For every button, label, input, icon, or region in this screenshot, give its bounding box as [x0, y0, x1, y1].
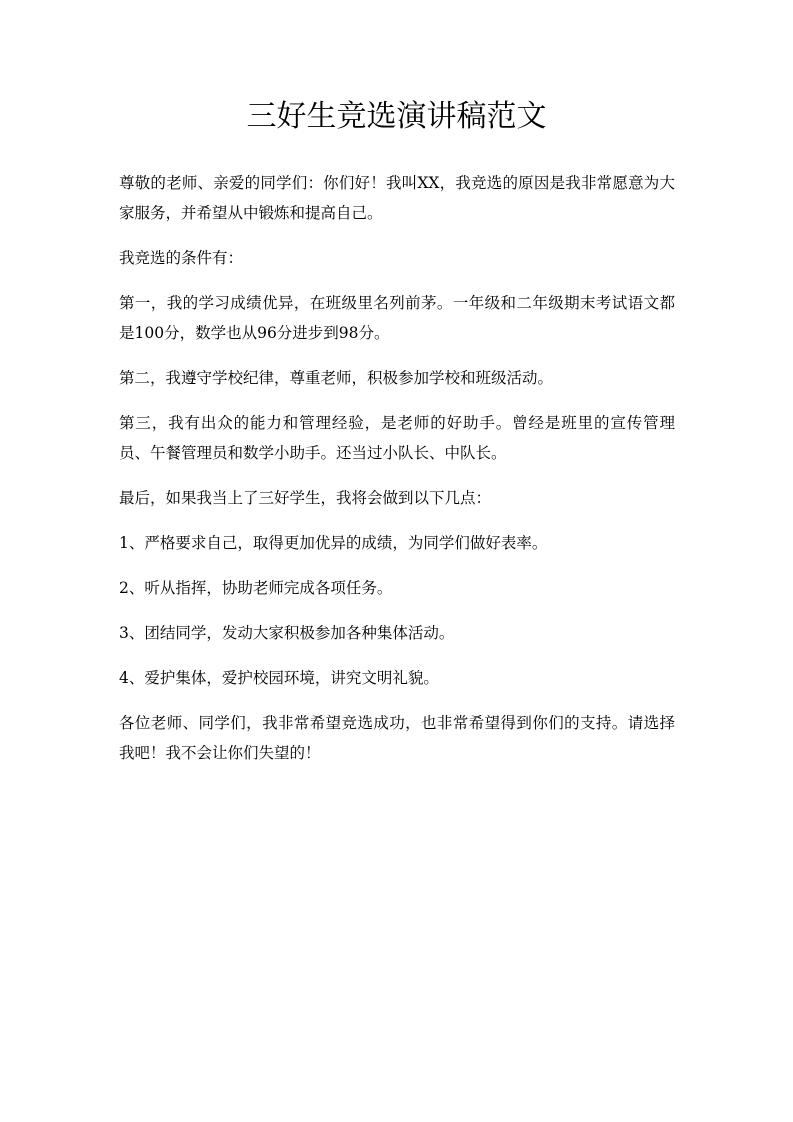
paragraph-condition-2: 第二，我遵守学校纪律，尊重老师，积极参加学校和班级活动。 [119, 369, 554, 387]
document-body [119, 168, 675, 783]
document-title: 三好生竞选演讲稿范文 [246, 99, 547, 134]
paragraph-condition-3: 第三，我有出众的能力和管理经验，是老师的好助手。曾经是班里的宣传管理员、午餐管理员和数学小助手。还当过小队长、中队长。 [119, 414, 675, 462]
paragraph-conditions-intro: 我竞选的条件有： [119, 249, 244, 267]
paragraph-pledge-4: 4、爱护集体，爱护校园环境，讲究文明礼貌。 [119, 669, 439, 687]
paragraph-pledge-1: 1、严格要求自己，取得更加优异的成绩，为同学们做好表率。 [119, 534, 548, 552]
paragraph-pledge-intro: 最后，如果我当上了三好学生，我将会做到以下几点： [119, 489, 492, 507]
paragraph-greeting: 尊敬的老师、亲爱的同学们：你们好！我叫XX，我竞选的原因是我非常愿意为大家服务，并希望从中锻炼和提高自己。 [119, 174, 675, 222]
paragraph-closing: 各位老师、同学们，我非常希望竞选成功，也非常希望得到你们的支持。请选择我吧！我不会让你们失望的！ [119, 714, 675, 762]
paragraph-pledge-3: 3、团结同学，发动大家积极参加各种集体活动。 [119, 624, 455, 642]
paragraph-pledge-2: 2、听从指挥，协助老师完成各项任务。 [119, 579, 393, 597]
paragraph-condition-1: 第一，我的学习成绩优异，在班级里名列前茅。一年级和二年级期末考试语文都是100分，数学也从96分进步到98分。 [119, 294, 675, 342]
